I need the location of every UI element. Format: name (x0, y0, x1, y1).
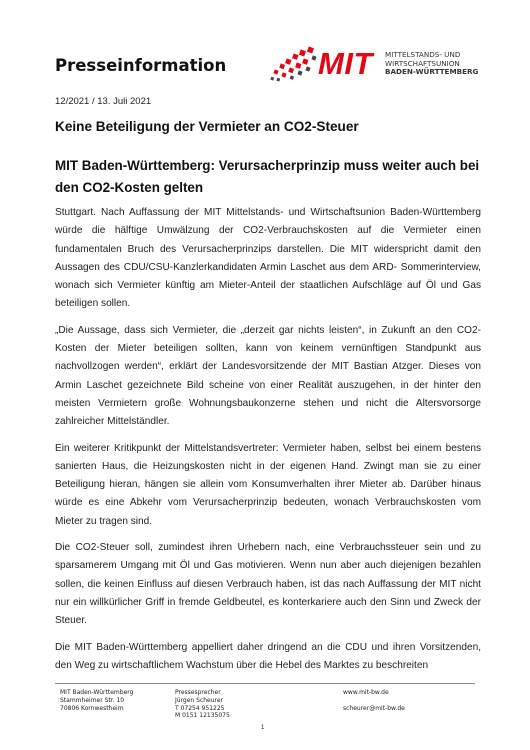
footer-line: M 0151 12135075 (175, 712, 230, 720)
footer-web-contact (343, 689, 405, 712)
paragraph: Die MIT Baden-Württemberg appelliert daher dringend an die CDU und ihren Vorsitzenden, den Weg zu wirtschaftlichem Wachstum über die Hebel des Marktes zu beschreiten (55, 641, 481, 671)
logo-subtitle (385, 51, 478, 77)
page-number: 1 (261, 725, 265, 731)
footer-line: Pressesprecher (175, 689, 221, 696)
paragraph: „Die Aussage, dass sich Vermieter, die „derzeit gar nichts leisten“, in Zukunft an den CO2-Kosten der Mieter beteiligen sollten, kann von keinem vernünftigen Standpunkt aus nachvollzogen werden“, erklärt der Landesvorsitzende der MIT Bastian Atzger. Dieses von Armin Laschet gezeichnete Bild scheine von einer Realität auszugehen, in der hinter den meisten Vermietern große Wohnungsbaukonzerne stehen und nicht die Altersvorsorge zahlreicher Mittelständler. (55, 324, 481, 428)
dateline: 12/2021 / 13. Juli 2021 (55, 96, 152, 107)
footer-line: Jürgen Scheurer (175, 696, 224, 704)
paragraph: Ein weiterer Kritikpunkt der Mittelstandsvertreter: Vermieter haben, selbst bei einem bestens sanierten Haus, die Heizungskosten nicht in der eigenen Hand. Zwingt man sie zu einer Beteiligung hieran, hängen sie allein vom Konsumverhalten ihrer Mieter ab. Darüber hinaus würde es eine Abkehr vom Verursacherprinzip bedeuten, wonach Verbrauchskosten vom Mieter zu tragen sind. (55, 442, 481, 527)
paragraph: Stuttgart. Nach Auffassung der MIT Mittelstands- und Wirtschaftsunion Baden-Württemberg würde die hälftige Umwälzung der CO2-Verbrauchskosten auf die Vermieter einen fundamentalen Bruch des Verursacherprinzips darstellen. Die MIT widerspricht damit den Aussagen des CDU/CSU-Kanzlerkandidaten Armin Laschet aus dem ARD- Sommerinterview, wonach sich Vermieter künftig am Mieter-Anteil der staatlichen Aufschläge auf Öl und Gas beteiligen sollen. (55, 207, 481, 310)
footer-line: T 07254 951225 (175, 704, 225, 712)
document-title: Presseinformation (55, 56, 227, 75)
footer-website-link[interactable]: www.mit-bw.de (343, 689, 389, 696)
footer-address (60, 689, 133, 712)
footer-email-link[interactable]: scheurer@mit-bw.de (343, 704, 405, 712)
footer-spacer (343, 697, 405, 705)
subheadline: MIT Baden-Württemberg: Verursacherprinzip muss weiter auch bei den CO2-Kosten gelten (55, 158, 480, 195)
logo-brand-text: MIT (318, 46, 373, 81)
paragraph: Die CO2-Steuer soll, zumindest ihren Urhebern nach, eine Verbrauchssteuer sein und zu sparsamerem Umgang mit Öl und Gas motivieren. Wenn nun aber auch diejenigen bezahlen sollen, die keinen Einfluss auf diesen Verbrauch haben, ist das nach Auffassung der MIT nicht nur ein willkürlicher Griff in fremde Geldbeutel, es konterkariere auch den Sinn und Zweck der Steuer. (55, 542, 481, 627)
footer-line: Stammheimer Str. 10 (60, 696, 125, 704)
body-text (55, 204, 481, 683)
footer-line: 70806 Kornwestheim (60, 704, 124, 712)
footer-line: MIT Baden-Württemberg (60, 689, 134, 696)
headline: Keine Beteiligung der Vermieter an CO2-Steuer (55, 119, 359, 134)
logo-line-1: MITTELSTANDS- UND (385, 50, 461, 59)
mit-logo (268, 42, 488, 88)
footer-press-contact (175, 689, 230, 720)
logo-line-2: WIRTSCHAFTSUNION (385, 58, 460, 68)
footer-divider (55, 683, 475, 684)
logo-line-3: BADEN-WÜRTTEMBERG (385, 67, 479, 77)
